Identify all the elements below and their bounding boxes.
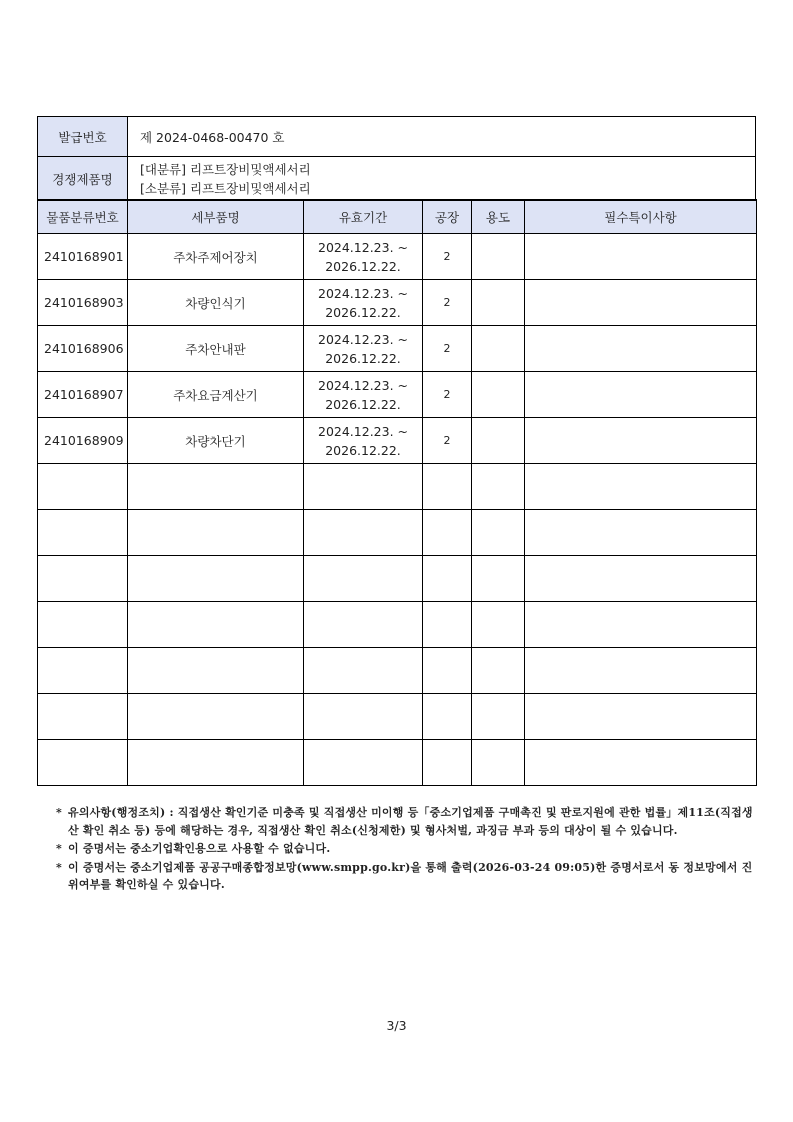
product-major-category: [대분류] 리프트장비및액세서리 <box>140 162 311 177</box>
cell-period-end: 2026.12.22. <box>325 304 401 320</box>
cell-code <box>38 602 128 648</box>
cell-period <box>304 694 423 740</box>
cell-remarks <box>525 326 757 372</box>
notice-section <box>56 804 761 894</box>
cell-period <box>304 556 423 602</box>
cell-code <box>38 556 128 602</box>
cell-usage <box>472 694 525 740</box>
notice-text: 이 증명서는 중소기업제품 공공구매종합정보망(www.smpp.go.kr)을 통해 출력(2026-03-24 09:05)한 증명서로서 동 정보망에서 진위여부를 확인하실 수 있습니다. <box>68 860 753 891</box>
cell-factory <box>423 602 472 648</box>
cell-code <box>38 694 128 740</box>
column-header-code: 물품분류번호 <box>38 200 128 234</box>
cell-name <box>128 740 304 786</box>
cell-period <box>304 280 423 326</box>
notice-item <box>56 859 761 894</box>
product-name-row <box>38 157 756 202</box>
notice-marker: * <box>56 860 62 874</box>
cell-usage <box>472 326 525 372</box>
cell-remarks <box>525 694 757 740</box>
column-header-remarks: 필수특이사항 <box>525 200 757 234</box>
product-minor-category: [소분류] 리프트장비및액세서리 <box>140 181 311 196</box>
cell-period-end: 2026.12.22. <box>325 350 401 366</box>
table-row <box>38 648 757 694</box>
product-name-label: 경쟁제품명 <box>38 157 128 202</box>
cell-period-end: 2026.12.22. <box>325 258 401 274</box>
cell-remarks <box>525 464 757 510</box>
column-header-period: 유효기간 <box>304 200 423 234</box>
cell-period <box>304 234 423 280</box>
cell-usage <box>472 372 525 418</box>
table-row <box>38 280 757 326</box>
cell-usage <box>472 740 525 786</box>
cell-period <box>304 372 423 418</box>
cell-code <box>38 510 128 556</box>
cell-code <box>38 464 128 510</box>
cell-factory: 2 <box>423 326 472 372</box>
cell-name <box>128 694 304 740</box>
cell-period-start: 2024.12.23. ~ <box>318 423 408 439</box>
cell-code: 2410168909 <box>38 418 128 464</box>
table-row <box>38 464 757 510</box>
cell-factory: 2 <box>423 234 472 280</box>
cell-name: 차량인식기 <box>128 280 304 326</box>
cell-name <box>128 648 304 694</box>
issue-number-label: 발급번호 <box>38 117 128 157</box>
cell-factory <box>423 740 472 786</box>
cell-usage <box>472 648 525 694</box>
cell-name: 주차주제어장치 <box>128 234 304 280</box>
cell-period-start: 2024.12.23. ~ <box>318 239 408 255</box>
notice-marker: * <box>56 842 62 855</box>
cell-factory: 2 <box>423 280 472 326</box>
issue-number-value: 제 2024-0468-00470 호 <box>128 117 756 157</box>
notice-marker: * <box>56 806 62 819</box>
cell-name <box>128 556 304 602</box>
cell-code: 2410168906 <box>38 326 128 372</box>
cell-period-start: 2024.12.23. ~ <box>318 331 408 347</box>
table-row <box>38 418 757 464</box>
cell-name: 차량차단기 <box>128 418 304 464</box>
cell-name <box>128 602 304 648</box>
cell-usage <box>472 418 525 464</box>
notice-text: 이 증명서는 중소기업확인용으로 사용할 수 없습니다. <box>68 842 331 855</box>
cell-period <box>304 326 423 372</box>
table-header-row <box>38 200 757 234</box>
cell-name: 주차안내판 <box>128 326 304 372</box>
cell-remarks <box>525 280 757 326</box>
page-number: 3/3 <box>386 1018 407 1033</box>
column-header-name: 세부품명 <box>128 200 304 234</box>
cell-period <box>304 464 423 510</box>
notice-text: 유의사항(행정조치) : 직접생산 확인기준 미충족 및 직접생산 미이행 등「중소기업제품 구매촉진 및 판로지원에 관한 법률」제11조(직접생산 확인 취소 등) 등에 해당하는 경우, 직접생산 확인 취소(신청제한) 및 형사처벌, 과징금 부과 등의 대상이 될 수 있습니다. <box>68 806 753 837</box>
cell-period <box>304 510 423 556</box>
cell-period <box>304 602 423 648</box>
cell-usage <box>472 510 525 556</box>
cell-period-end: 2026.12.22. <box>325 396 401 412</box>
cell-code: 2410168907 <box>38 372 128 418</box>
cell-remarks <box>525 510 757 556</box>
cell-code <box>38 648 128 694</box>
cell-usage <box>472 602 525 648</box>
cell-name <box>128 510 304 556</box>
cell-usage <box>472 234 525 280</box>
product-list-table <box>37 199 757 786</box>
cell-name: 주차요금계산기 <box>128 372 304 418</box>
cell-remarks <box>525 740 757 786</box>
cell-factory: 2 <box>423 418 472 464</box>
cell-usage <box>472 280 525 326</box>
cell-period-start: 2024.12.23. ~ <box>318 377 408 393</box>
table-body <box>38 234 757 786</box>
table-row <box>38 234 757 280</box>
cell-usage <box>472 556 525 602</box>
cell-name <box>128 464 304 510</box>
table-row <box>38 602 757 648</box>
cell-period <box>304 740 423 786</box>
notice-item <box>56 804 761 839</box>
cell-remarks <box>525 556 757 602</box>
cell-period-start: 2024.12.23. ~ <box>318 285 408 301</box>
cell-code: 2410168901 <box>38 234 128 280</box>
table-row <box>38 740 757 786</box>
table-row <box>38 326 757 372</box>
cell-factory <box>423 694 472 740</box>
cell-factory: 2 <box>423 372 472 418</box>
cell-code <box>38 740 128 786</box>
cell-remarks <box>525 602 757 648</box>
cell-usage <box>472 464 525 510</box>
cell-factory <box>423 510 472 556</box>
cell-period <box>304 418 423 464</box>
issue-number-row <box>38 117 756 157</box>
cell-remarks <box>525 418 757 464</box>
table-row <box>38 510 757 556</box>
column-header-factory: 공장 <box>423 200 472 234</box>
notice-item <box>56 840 761 858</box>
cell-remarks <box>525 234 757 280</box>
column-header-usage: 용도 <box>472 200 525 234</box>
cell-remarks <box>525 372 757 418</box>
cell-period-end: 2026.12.22. <box>325 442 401 458</box>
certificate-header-table <box>37 116 756 202</box>
table-row <box>38 372 757 418</box>
product-name-value <box>128 157 756 202</box>
cell-factory <box>423 648 472 694</box>
cell-factory <box>423 556 472 602</box>
table-row <box>38 694 757 740</box>
cell-remarks <box>525 648 757 694</box>
cell-code: 2410168903 <box>38 280 128 326</box>
table-row <box>38 556 757 602</box>
cell-period <box>304 648 423 694</box>
cell-factory <box>423 464 472 510</box>
